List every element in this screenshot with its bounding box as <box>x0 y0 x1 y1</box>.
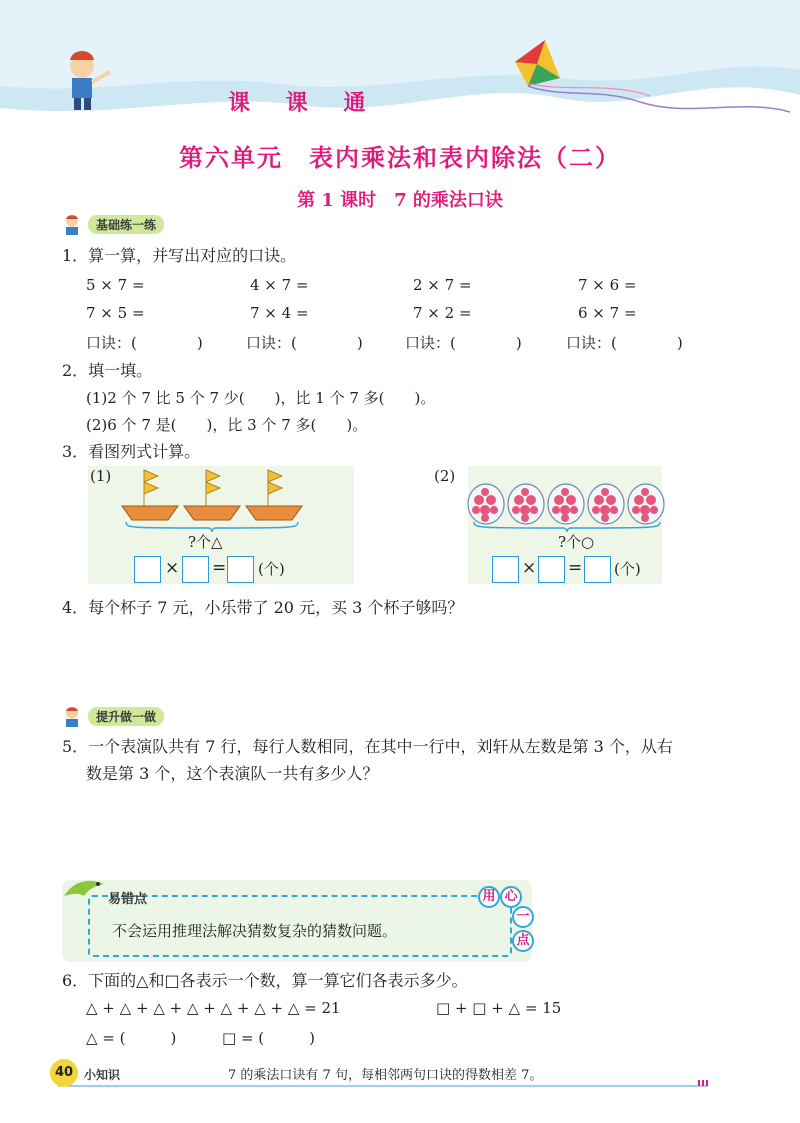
footer-label: 小知识 <box>84 1068 121 1082</box>
student-icon <box>62 214 86 236</box>
q3-part-1-label: (1) <box>90 467 112 485</box>
q1-expr: 2 × 7 = <box>413 276 472 294</box>
tip-text: 不会运用推理法解决猜数复杂的猜数问题。 <box>112 922 398 940</box>
unit-label: (个) <box>614 560 641 578</box>
boats-icon <box>118 466 304 528</box>
q3-caption-1: ?个△ <box>188 533 223 551</box>
times-sign: × <box>165 558 180 578</box>
q1-mnemonic-blank[interactable]: 口诀：( ) <box>246 334 363 352</box>
q3-answer-box[interactable] <box>538 556 565 583</box>
equals-sign: = <box>212 558 227 578</box>
unit-label: (个) <box>258 560 285 578</box>
q3-answer-box[interactable] <box>492 556 519 583</box>
page-number: 40 <box>50 1059 78 1087</box>
question-3-stem: 3．看图列式计算。 <box>62 442 201 461</box>
q1-expr: 5 × 7 = <box>86 276 145 294</box>
question-4-stem: 4．每个杯子 7 元，小乐带了 20 元，买 3 个杯子够吗？ <box>62 598 464 617</box>
question-6-stem: 6．下面的△和□各表示一个数，算一算它们各表示多少。 <box>62 971 468 990</box>
unit-title: 第六单元 表内乘法和表内除法（二） <box>179 144 621 172</box>
question-5-line-1: 5．一个表演队共有 7 行，每行人数相同，在其中一行中，刘轩从左数是第 3 个，从右 <box>62 737 673 756</box>
question-2-stem: 2．填一填。 <box>62 361 153 380</box>
q3-answer-box[interactable] <box>227 556 254 583</box>
tip-bubble: 用 <box>478 886 500 908</box>
q6-answer-1[interactable]: △ = ( ) <box>86 1029 177 1047</box>
q3-answer-box[interactable] <box>134 556 161 583</box>
lesson-title: 第 1 课时 7 的乘法口诀 <box>297 190 503 211</box>
q2-part-2: (2)6 个 7 是( )，比 3 个 7 多( )。 <box>86 416 368 434</box>
q6-answer-2[interactable]: □ = ( ) <box>222 1029 315 1047</box>
times-sign: × <box>522 558 537 578</box>
q3-part-2-label: (2) <box>434 467 456 485</box>
equals-sign: = <box>568 558 583 578</box>
tip-bubble: 点 <box>512 930 534 952</box>
section-tag-label: 基础练一练 <box>88 215 164 234</box>
q1-expr: 6 × 7 = <box>578 304 637 322</box>
q1-mnemonic-blank[interactable]: 口诀：( ) <box>566 334 683 352</box>
q1-expr: 7 × 6 = <box>578 276 637 294</box>
footer-text: 7 的乘法口诀有 7 句，每相邻两句口诀的得数相差 7。 <box>228 1068 543 1083</box>
q1-mnemonic-blank[interactable]: 口诀：( ) <box>86 334 203 352</box>
q1-expr: 7 × 4 = <box>250 304 309 322</box>
q1-expr: 7 × 2 = <box>413 304 472 322</box>
q6-equation-2: □ + □ + △ = 15 <box>436 999 562 1017</box>
q3-answer-box[interactable] <box>584 556 611 583</box>
q1-expr: 7 × 5 = <box>86 304 145 322</box>
q1-mnemonic-blank[interactable]: 口诀：( ) <box>405 334 522 352</box>
q2-part-1: (1)2 个 7 比 5 个 7 少( )，比 1 个 7 多( )。 <box>86 389 436 407</box>
question-1-stem: 1．算一算，并写出对应的口诀。 <box>62 246 297 265</box>
section-tag-label: 提升做一做 <box>88 707 164 726</box>
tip-bubble: 心 <box>500 886 522 908</box>
q6-equation-1: △ + △ + △ + △ + △ + △ + △ = 21 <box>86 999 341 1017</box>
q1-expr: 4 × 7 = <box>250 276 309 294</box>
q3-caption-2: ?个○ <box>558 533 595 551</box>
section-tag-advanced <box>62 706 157 726</box>
section-tag-basic <box>62 214 157 234</box>
student-icon <box>62 706 86 728</box>
question-5-line-2: 数是第 3 个，这个表演队一共有多少人？ <box>86 764 379 783</box>
brand-title: 课 课 通 <box>228 91 380 116</box>
tip-bubble: 一 <box>512 906 534 928</box>
q3-answer-box[interactable] <box>182 556 209 583</box>
tip-label: 易错点 <box>108 892 148 907</box>
header-banner <box>0 0 800 130</box>
